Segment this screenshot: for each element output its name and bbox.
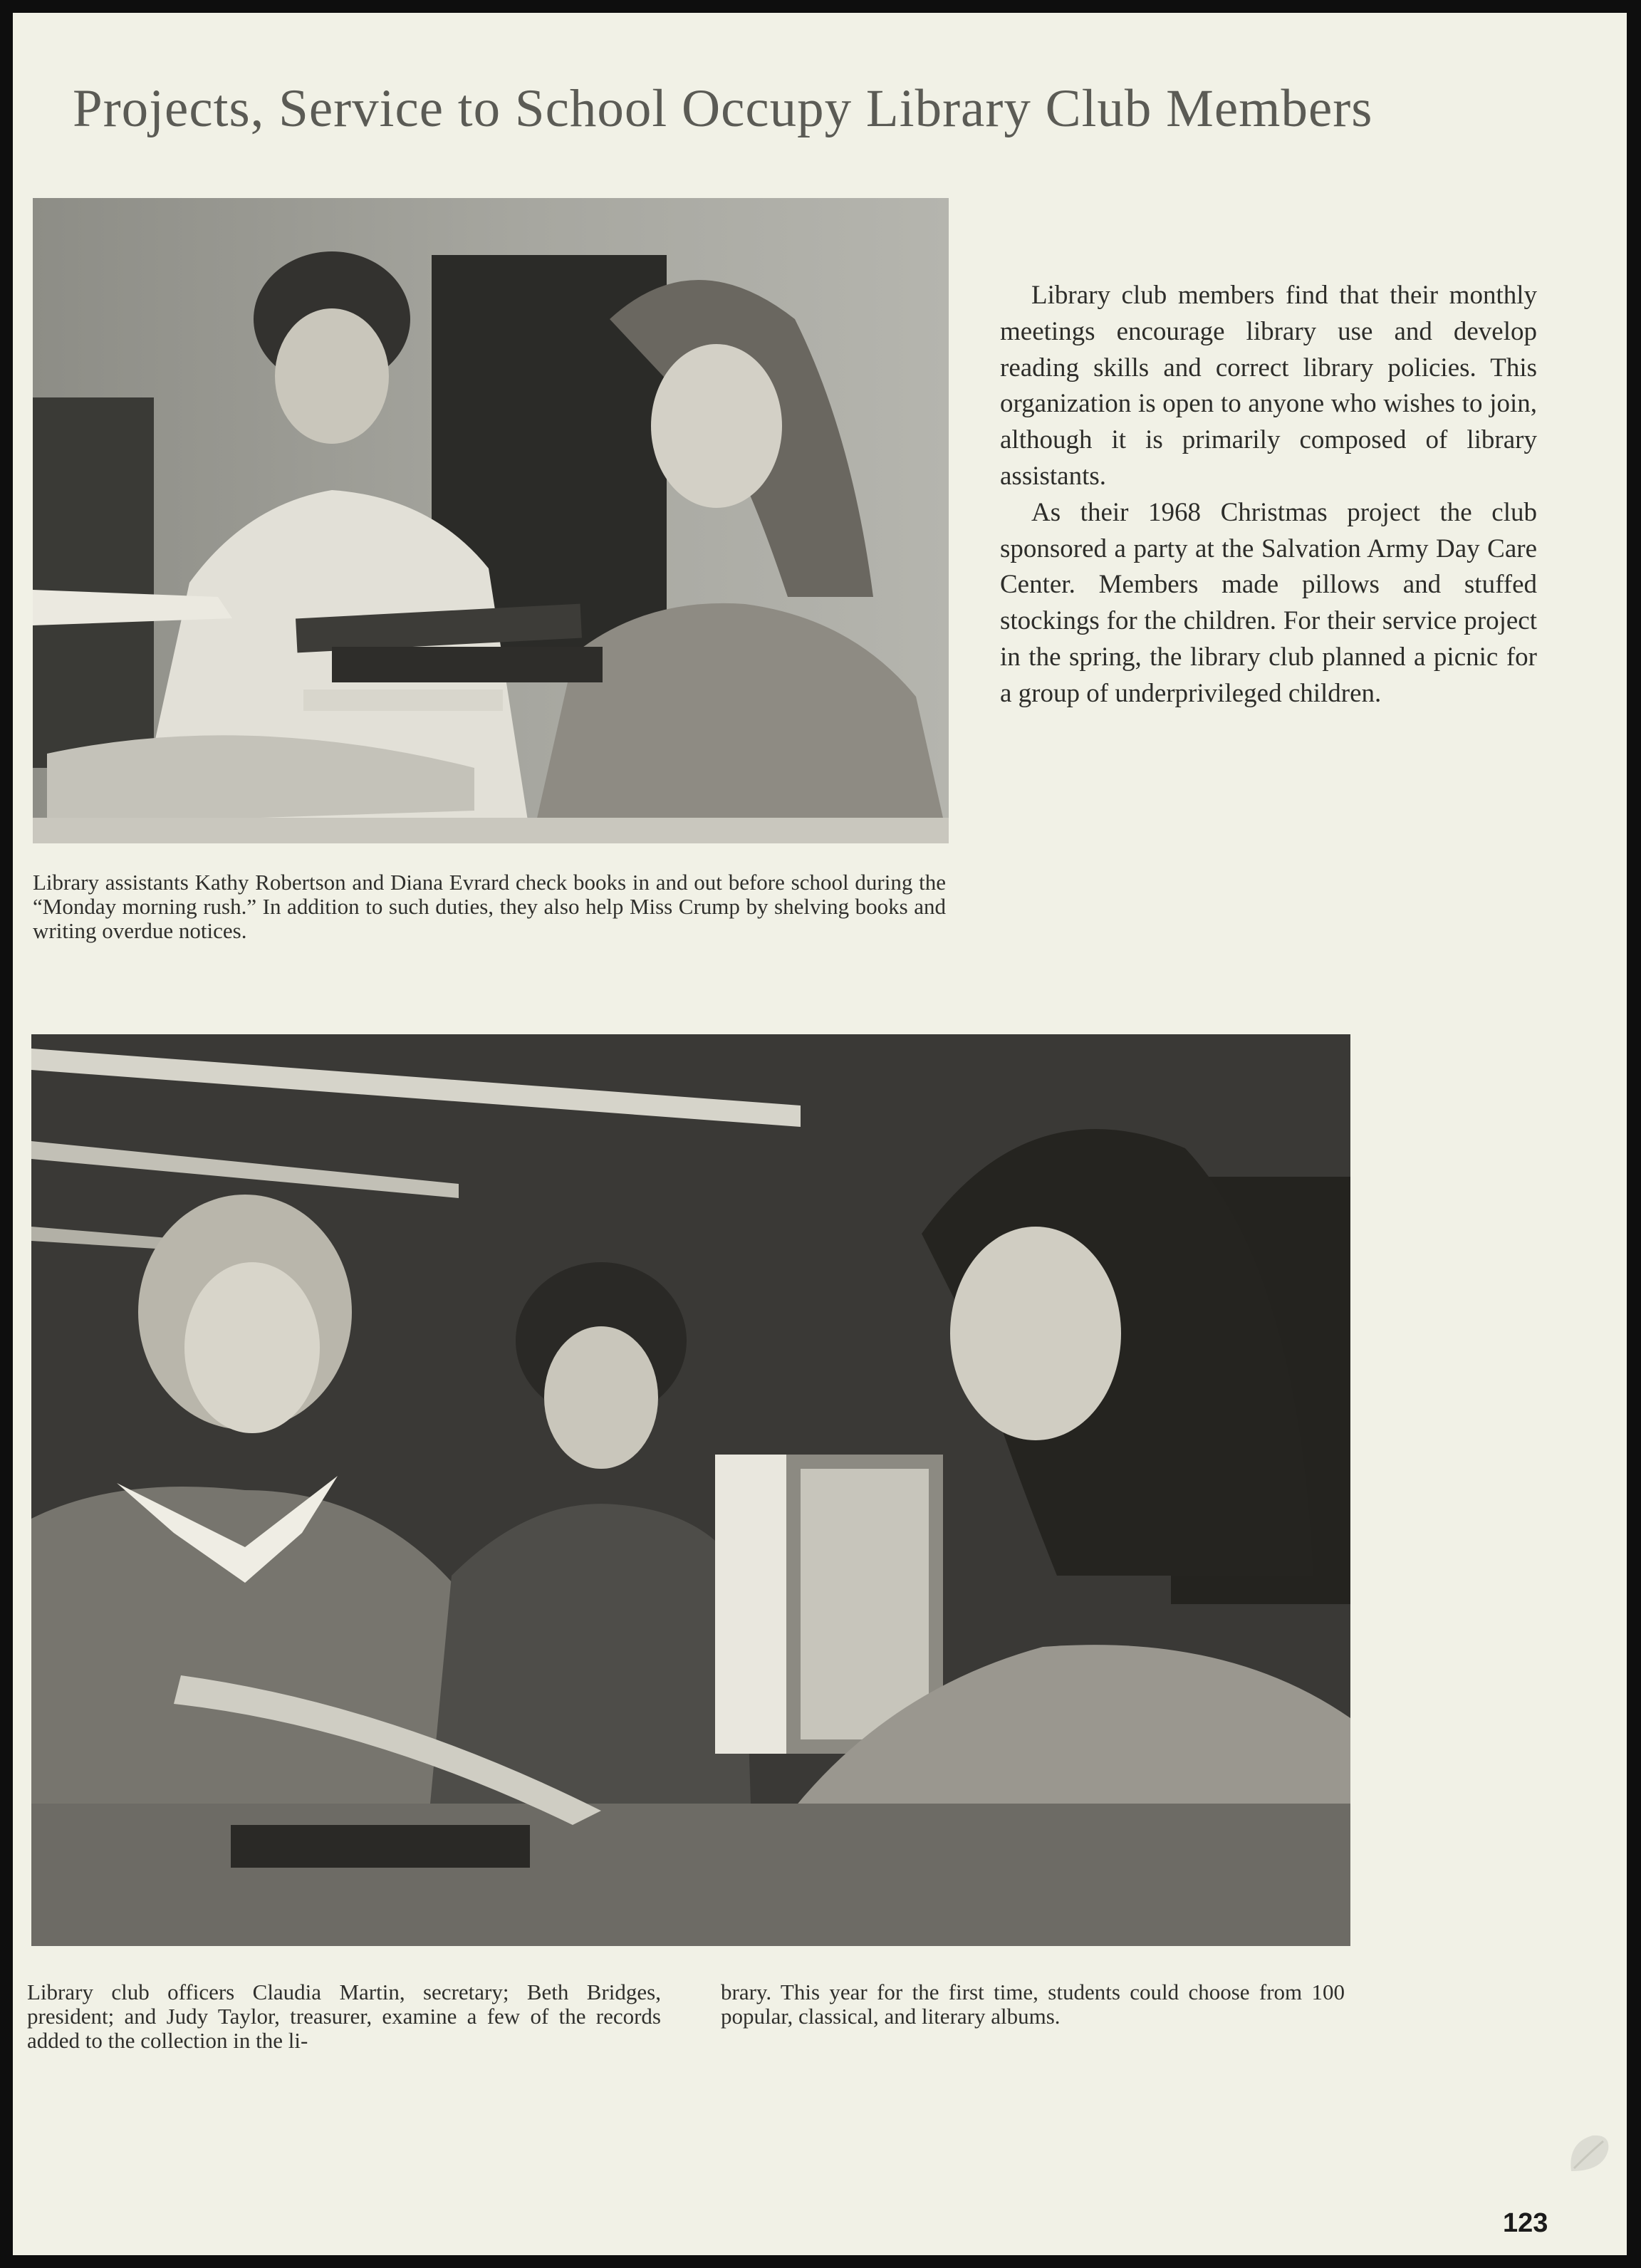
photo-library-assistants: [33, 198, 949, 843]
article-paragraph: Library club members find that their monthly meetings encourage library use and develop reading skills and correct library policies. This organization is open to anyone who wishes to join, although it is primarily composed of library assistants.: [1000, 281, 1537, 491]
page-number: 123: [1503, 2208, 1548, 2238]
photo-library-club-officers-image: [31, 1034, 1350, 1946]
leaf-watermark-icon: [1564, 2128, 1614, 2178]
caption-club-officers-left: Library club officers Claudia Martin, secretary; Beth Bridges, president; and Judy Taylor, treasurer, examine a few of the records added to the collection in the li-: [27, 1980, 661, 2053]
article-body: [1000, 278, 1537, 712]
caption-library-assistants: Library assistants Kathy Robertson and Diana Evrard check books in and out before school during the “Monday morning rush.” In addition to such duties, they also help Miss Crump by shelving books and writing overdue notices.: [33, 870, 946, 943]
page-title: Projects, Service to School Occupy Library Club Members: [73, 79, 1373, 138]
caption-club-officers-right: brary. This year for the first time, students could choose from 100 popular, classical, and literary albums.: [721, 1980, 1345, 2029]
article-paragraph: As their 1968 Christmas project the club sponsored a party at the Salvation Army Day Care Center. Members made pillows and stuffed stockings for the children. For their service project in the spring, the library club planned a picnic for a group of underprivileged children.: [1000, 497, 1537, 708]
photo-library-club-officers: [31, 1034, 1350, 1946]
photo-library-assistants-image: [33, 198, 949, 843]
yearbook-page: [13, 13, 1627, 2255]
